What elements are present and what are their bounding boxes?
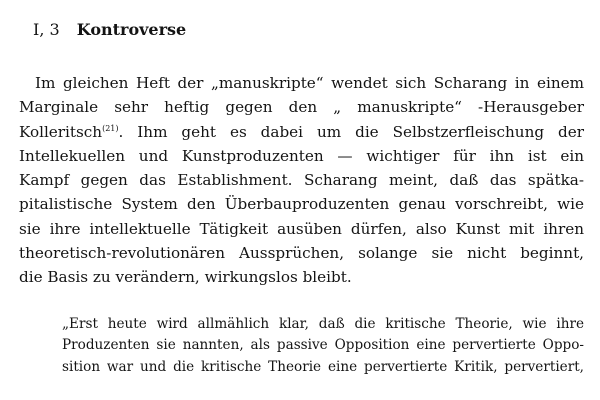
- body-paragraph: [19, 71, 584, 290]
- section-heading: [33, 19, 186, 41]
- footnote-reference: (21): [102, 123, 119, 133]
- block-quote: [62, 314, 584, 378]
- paragraph-line: theoretisch-revolutionären Aussprüchen, solange sie nicht beginnt,: [19, 244, 584, 263]
- paragraph-line: Im gleichen Heft der „manuskripte“ wendet sich Scharang in einem: [35, 74, 584, 92]
- paragraph-line: die Basis zu verändern, wirkungslos bleibt.: [19, 268, 352, 287]
- paragraph-line: Intellekuellen und Kunstproduzenten — wichtiger für ihn ist ein: [19, 146, 584, 165]
- paragraph-line-end: . Ihm geht es dabei um die Selbstzerfleischung der: [118, 122, 584, 141]
- quote-line: sition war und die kritische Theorie eine pervertierte Kritik, pervertiert,: [62, 358, 584, 375]
- paragraph-line: Marginale sehr heftig gegen den „ manuskripte“ -Herausgeber: [19, 98, 584, 117]
- paragraph-line-with-footnote: [19, 120, 584, 144]
- paragraph-line: Kampf gegen das Establishment. Scharang meint, daß das spätka-: [19, 171, 584, 190]
- paragraph-line-start: Kolleritsch: [19, 122, 103, 141]
- quote-line: Produzenten sie nannten, als passive Opposition eine pervertierte Oppo-: [62, 337, 584, 354]
- section-number: I, 3: [33, 20, 60, 39]
- paragraph-line: sie ihre intellektuelle Tätigkeit ausüben dürfen, also Kunst mit ihren: [19, 219, 584, 238]
- paragraph-line: pitalistische System den Überbauproduzenten genau vorschreibt, wie: [19, 195, 584, 214]
- quote-line: „Erst heute wird allmählich klar, daß die kritische Theorie, wie ihre: [62, 316, 584, 332]
- section-title: Kontroverse: [76, 20, 187, 39]
